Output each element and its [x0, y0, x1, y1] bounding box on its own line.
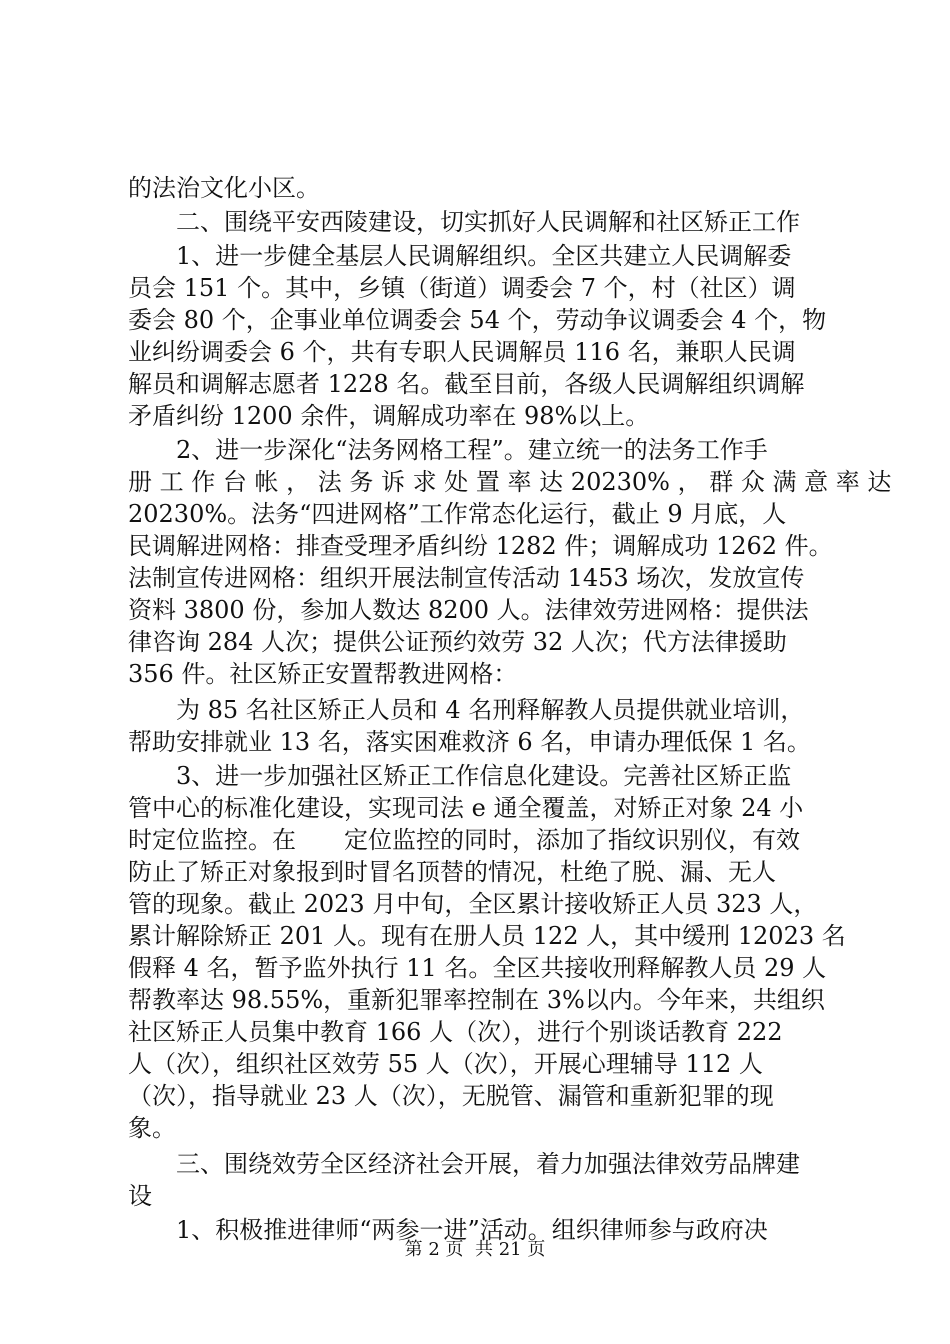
text-line: 356 件。社区矫正安置帮教进网格：	[128, 660, 518, 688]
text-line: 1、积极推进律师“两参一进”活动。组织律师参与政府决	[128, 1216, 768, 1244]
text-line: 委会 80 个，企事业单位调委会 54 个，劳动争议调委会 4 个，物	[128, 306, 827, 334]
text-line: 的法治文化小区。	[128, 174, 320, 202]
text-line: 3、进一步加强社区矫正工作信息化建设。完善社区矫正监	[128, 762, 792, 790]
text-line: 员会 151 个。其中，乡镇（街道）调委会 7 个，村（社区）调	[128, 274, 796, 302]
text-line: 管的现象。截止 2023 月中旬，全区累计接收矫正人员 323 人，	[128, 890, 818, 918]
text-line: 为 85 名社区矫正人员和 4 名刑释解教人员提供就业培训，	[128, 696, 805, 724]
text-line: 法制宣传进网格：组织开展法制宣传活动 1453 场次，发放宣传	[128, 564, 805, 592]
text-line: 业纠纷调委会 6 个，共有专职人民调解员 116 名，兼职人民调	[128, 338, 796, 366]
text-line: 解员和调解志愿者 1228 名。截至目前，各级人民调解组织调解	[128, 370, 805, 398]
text-line: 册 工 作 台 帐 ， 法 务 诉 求 处 置 率 达 20230% ， 群 众 满 意 率 达	[128, 468, 892, 496]
text-line: 律咨询 284 人次；提供公证预约效劳 32 人次；代方法律援助	[128, 628, 787, 656]
text-line: 管中心的标准化建设，实现司法 e 通全覆盖，对矫正对象 24 小	[128, 794, 804, 822]
text-line: 民调解进网格：排查受理矛盾纠纷 1282 件；调解成功 1262 件。	[128, 532, 833, 560]
text-line: 1、进一步健全基层人民调解组织。全区共建立人民调解委	[128, 242, 792, 270]
text-line: 帮助安排就业 13 名，落实困难救济 6 名，申请办理低保 1 名。	[128, 728, 811, 756]
text-line: 防止了矫正对象报到时冒名顶替的情况，杜绝了脱、漏、无人	[128, 858, 776, 886]
text-line: 人（次），组织社区效劳 55 人（次），开展心理辅导 112 人	[128, 1050, 763, 1078]
text-line: 矛盾纠纷 1200 余件，调解成功率在 98%以上。	[128, 402, 650, 430]
text-line: （次），指导就业 23 人（次），无脱管、漏管和重新犯罪的现	[128, 1082, 774, 1110]
text-line: 累计解除矫正 201 人。现有在册人员 122 人，其中缓刑 12023 名	[128, 922, 846, 950]
text-line: 20230%。法务“四进网格”工作常态化运行，截止 9 月底，人	[128, 500, 787, 528]
text-line: 社区矫正人员集中教育 166 人（次），进行个别谈话教育 222	[128, 1018, 783, 1046]
text-line: 帮教率达 98.55%，重新犯罪率控制在 3%以内。今年来，共组织	[128, 986, 825, 1014]
text-line: 象。	[128, 1114, 176, 1142]
text-line: 资料 3800 份，参加人数达 8200 人。法律效劳进网格：提供法	[128, 596, 809, 624]
text-line: 时定位监控。在 定位监控的同时，添加了指纹识别仪，有效	[128, 826, 800, 854]
text-line: 假释 4 名，暂予监外执行 11 名。全区共接收刑释解教人员 29 人	[128, 954, 827, 982]
text-line: 2、进一步深化“法务网格工程”。建立统一的法务工作手	[128, 436, 768, 464]
page-footer: 第 2 页 共 21 页	[404, 1239, 546, 1260]
text-line: 设	[128, 1182, 152, 1210]
section-heading-3: 三、围绕效劳全区经济社会开展，着力加强法律效劳品牌建	[128, 1150, 800, 1178]
section-heading-2: 二、围绕平安西陵建设，切实抓好人民调解和社区矫正工作	[128, 208, 800, 236]
